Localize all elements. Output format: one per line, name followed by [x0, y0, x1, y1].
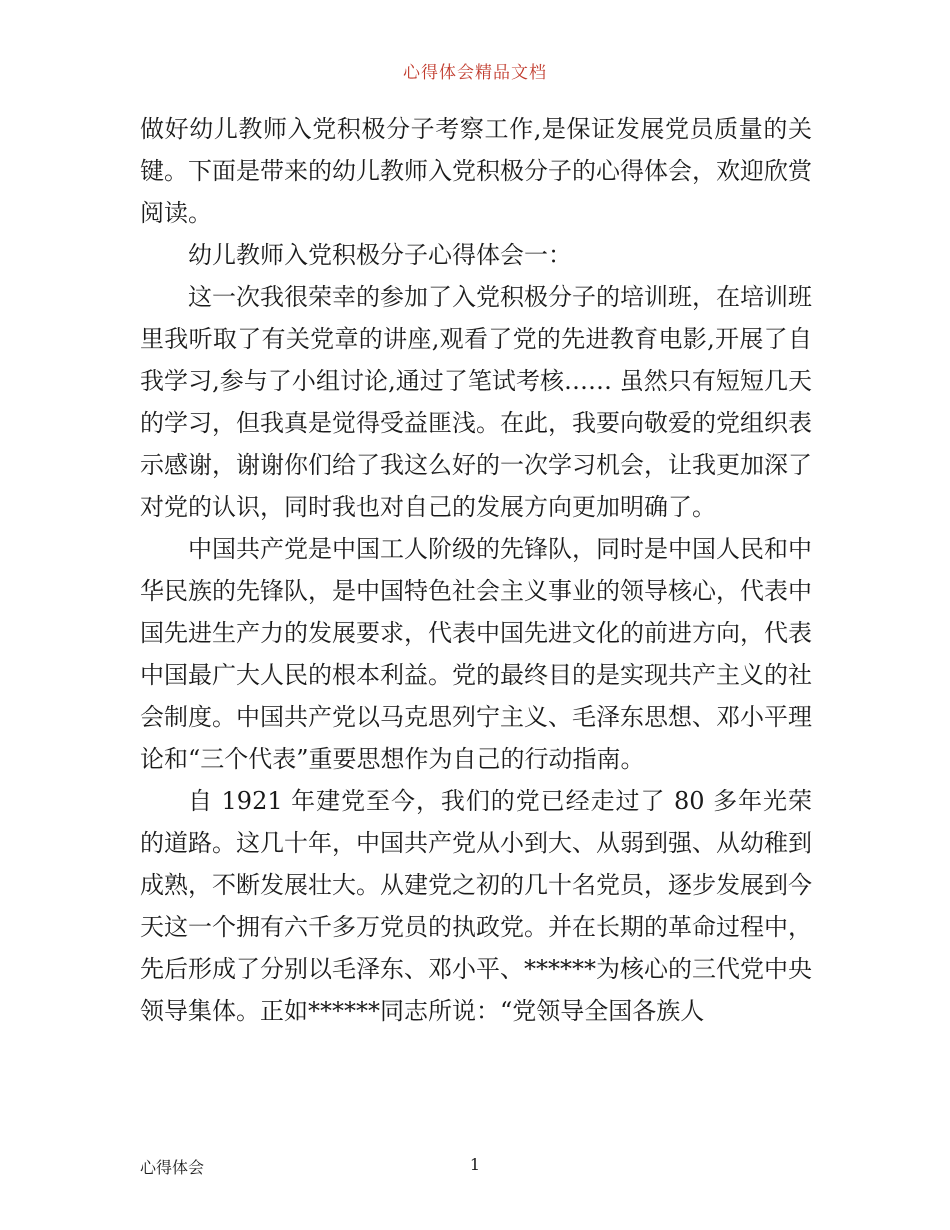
footer-label: 心得体会 [140, 1158, 205, 1177]
document-body [140, 108, 812, 1032]
paragraph-section-heading: 幼儿教师入党积极分子心得体会一： [188, 241, 572, 269]
paragraph-body-3: 自 1921 年建党至今，我们的党已经走过了 80 多年光荣的道路。这几十年，中国共产党从小到大、从弱到强、从幼稚到成熟，不断发展壮大。从建党之初的几十名党员，逐步发展到今天这一个拥有六千多万党员的执政党。并在长期的革命过程中，先后形成了分别以毛泽东、邓小平、******为核心的三代党中央领导集体。正如******同志所说：“党领导全国各族人 [140, 787, 812, 1025]
paragraph-body-2: 中国共产党是中国工人阶级的先锋队，同时是中国人民和中华民族的先锋队，是中国特色社会主义事业的领导核心，代表中国先进生产力的发展要求，代表中国先进文化的前进方向，代表中国最广大人民的根本利益。党的最终目的是实现共产主义的社会制度。中国共产党以马克思列宁主义、毛泽东思想、邓小平理论和“三个代表”重要思想作为自己的行动指南。 [140, 535, 812, 773]
page-header-title: 心得体会精品文档 [403, 63, 547, 83]
paragraph-body-1: 这一次我很荣幸的参加了入党积极分子的培训班，在培训班里我听取了有关党章的讲座,观看了党的先进教育电影,开展了自我学习,参与了小组讨论,通过了笔试考核…… 虽然只有短短几天的学习，但我真是觉得受益匪浅。在此，我要向敬爱的党组织表示感谢，谢谢你们给了我这么好的一次学习机会，让我更加深了对党的认识，同时我也对自己的发展方向更加明确了。 [140, 283, 812, 521]
page-number: 1 [469, 1155, 481, 1174]
paragraph-intro: 做好幼儿教师入党积极分子考察工作,是保证发展党员质量的关键。下面是带来的幼儿教师入党积极分子的心得体会，欢迎欣赏阅读。 [140, 115, 812, 227]
